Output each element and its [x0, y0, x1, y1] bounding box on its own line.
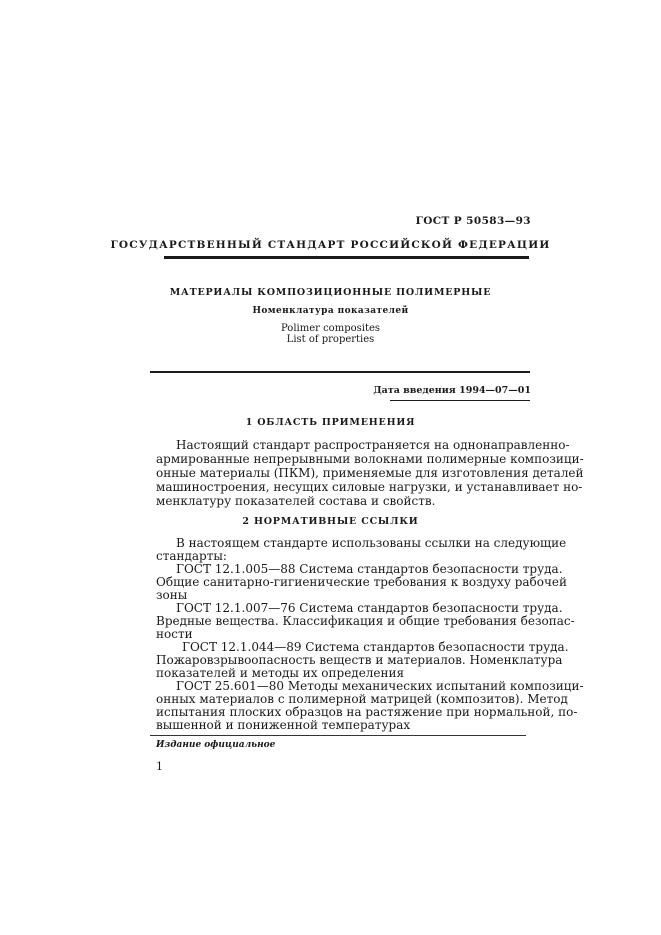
section-heading-scope: 1 ОБЛАСТЬ ПРИМЕНЕНИЯ — [245, 417, 416, 428]
reference-line: ности — [156, 627, 193, 641]
english-subtitle: List of properties — [286, 334, 375, 345]
reference-line: испытания плоских образцов на растяжение при нормальной, по- — [156, 705, 578, 719]
reference-line: Пожаровзрывоопасность веществ и материалов. Номенклатура — [156, 653, 563, 667]
footer-rule — [150, 735, 526, 736]
paragraph-line: менклатуру показателей состава и свойств. — [156, 494, 436, 508]
document-subtitle: Номенклатура показателей — [252, 306, 409, 316]
reference-line: показателей и методы их определения — [156, 666, 405, 680]
paragraph-line: машиностроения, несущих силовые нагрузки, и устанавливает но- — [156, 480, 583, 494]
paragraph-line: онные материалы (ПКМ), применяемые для изготовления деталей — [156, 466, 584, 480]
intro-date: Дата введения 1994—07—01 — [373, 385, 531, 396]
reference-line: онных материалов с полимерной матрицей (композитов). Метод — [156, 692, 568, 706]
references-intro: В настоящем стандарте использованы ссылки на следующие — [176, 536, 567, 550]
date-underline — [390, 400, 530, 401]
title-rule — [150, 371, 530, 373]
reference-gost-12-1-044: ГОСТ 12.1.044—89 Система стандартов безопасности труда. — [182, 640, 569, 654]
paragraph-line: Настоящий стандарт распространяется на однонаправленно- — [176, 438, 570, 452]
paragraph-line: армированные непрерывными волокнами полимерные композици- — [156, 452, 584, 466]
scope-paragraph — [156, 438, 584, 508]
reference-gost-12-1-007: ГОСТ 12.1.007—76 Система стандартов безопасности труда. — [176, 601, 563, 615]
reference-gost-12-1-005: ГОСТ 12.1.005—88 Система стандартов безопасности труда. — [176, 562, 563, 576]
reference-line: зоны — [156, 588, 188, 602]
reference-line: Общие санитарно-гигиенические требования к воздуху рабочей — [156, 575, 568, 589]
edition-note: Издание официальное — [156, 740, 276, 750]
section-heading-references: 2 НОРМАТИВНЫЕ ССЫЛКИ — [242, 516, 419, 527]
references-intro: стандарты: — [156, 549, 227, 563]
reference-line: вышенной и пониженной температурах — [156, 718, 411, 732]
document-title: МАТЕРИАЛЫ КОМПОЗИЦИОННЫЕ ПОЛИМЕРНЫЕ — [169, 287, 492, 298]
english-title: Polimer composites — [280, 323, 381, 334]
header-rule — [164, 256, 529, 259]
reference-line: Вредные вещества. Классификация и общие требования безопас- — [156, 614, 575, 628]
reference-gost-25-601: ГОСТ 25.601—80 Методы механических испытаний композици- — [176, 679, 584, 693]
page-number: 1 — [156, 760, 163, 773]
standard-type-heading: ГОСУДАРСТВЕННЫЙ СТАНДАРТ РОССИЙСКОЙ ФЕДЕРАЦИИ — [110, 239, 551, 251]
gost-number: ГОСТ Р 50583—93 — [415, 215, 531, 227]
